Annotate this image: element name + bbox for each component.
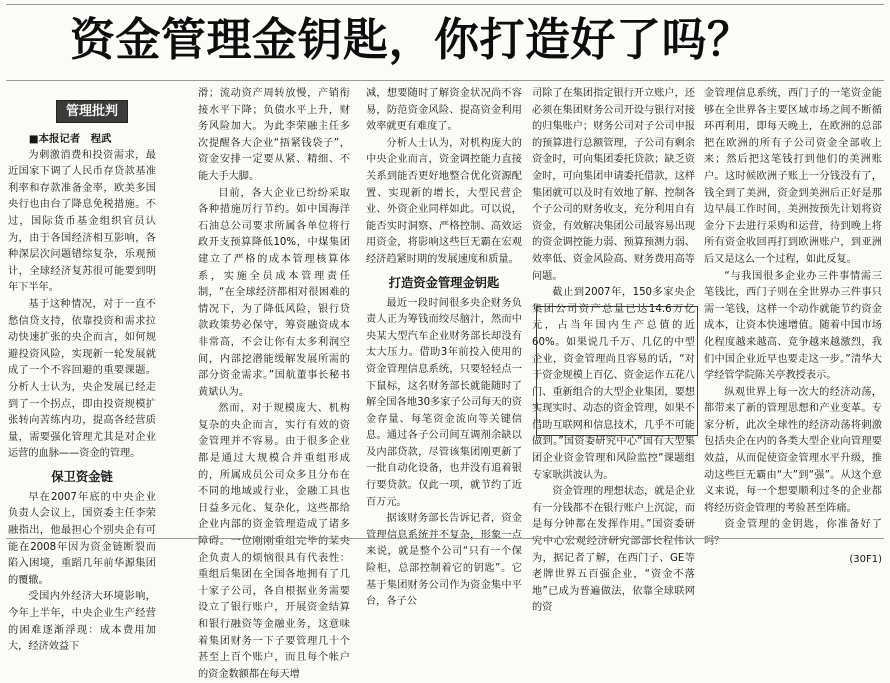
bottom-rule xyxy=(6,538,884,539)
paragraph: 据该财务部长告诉记者，资金管理信息系统并不复杂，形象一点来说，就是整个公司“只有一个保险柜，总部控制着它的钥匙”。它基于集团财务公司作为资金集中平台，各子公 xyxy=(366,513,522,608)
column-1 xyxy=(8,86,156,653)
paragraph: 分析人士认为，对机构庞大的中央企业而言，资金调控能力直接关系到能否更好地整合优化资源配置、实现新的增长，大型民营企业、外资企业同样如此。可以说，能否实时洞察、严格控制、高效运用资金，将影响这些巨无霸在宏观经济趋紧时期的发展速度和质量。 xyxy=(366,137,522,265)
paragraph: 截止到2007年，150多家央企集团公司资产总量已达14.6万亿元，占当年国内生产总值的近60%。如果说几千万、几亿的中型企业，资金管理尚且容易的话，“对于资金规模上百亿、资金运作五花八门、重新组合的大型企业集团，要想实现实时、动态的资金管理，如果不借助互联网和信息技术，几乎不可能做到。”国资委研究中心“国有大型集团企业资金管理和风险监控”课题组专家耿洪波认为。 xyxy=(532,287,695,481)
column-3 xyxy=(366,86,522,608)
paragraph: 早在2007年底的中央企业负责人会议上，国资委主任李荣融指出，他最担心个别央企有可能在2008年因为资金链断裂而陷入困境，重蹈几年前华源集团的覆辙。 xyxy=(8,491,156,586)
quote-box xyxy=(536,306,698,436)
section-heading: 保卫资金链 xyxy=(51,469,113,484)
headline: 资金管理金钥匙，你打造好了吗？ xyxy=(70,13,753,66)
byline: ■本报记者 程武 xyxy=(28,133,112,145)
paragraph: 减，想要随时了解资金状况尚不容易，防范资金风险、提高资金利用效率就更有难度了。 xyxy=(366,88,522,133)
paragraph: 司除了在集团指定银行开立账户，还必须在集团财务公司开设与银行对接的归集账户；财务公司对子公司申报的预算进行总额管理，子公司有剩余资金时，可向集团委托贷款；缺乏资金时，可向集团申请委托借款，这样集团就可以及时有效地了解、控制各个子公司的财务收支，充分利用自有资金，有效解决集团公司最容易出现的资金调控能力弱、预算预测力弱、效率低、资金风险高、财务费用高等问题。 xyxy=(532,88,695,282)
paragraph: 基于这种情况，对于一直不愁信贷支持，依靠投资和需求拉动快速扩张的央企而言，如何规避投资风险，实现新一轮发展就成了一个不容回避的重要课题。分析人士认为，央企发展已经走到了一个拐点，即由投资规模扩张转向苦练内功，提高各经营质量，需要强化管理尤其是对企业运营的血脉——资金的管理。 xyxy=(8,298,156,460)
section-rubric: 管理批判 xyxy=(56,100,128,123)
paragraph: 资金管理的金钥匙，你准备好了吗？ xyxy=(704,519,882,548)
paragraph: 目前，各大企业已纷纷采取各种措施厉行节约。如中国海洋石油总公司要求所属各单位将行政开支预算降低10%，中煤集团建立了严格的成本管理核算体系，实施全员成本管理责任制，“在全球经济都相对很困难的情况下，为了降低风险，银行贷款政策势必保守，筹资融资成本非常高，不会让你有太多利润空间，内部挖潜能缓解发展所需的部分资金需求。”国航董事长秘书黄斌认为。 xyxy=(198,187,350,398)
paragraph: 纵观世界上每一次大的经济动荡，都带来了新的管理思想和产业变革。专家分析，此次全球性的经济动荡将刺激包括央企在内的各类大型企业向管理要效益，从而促使资金管理水平升级，推动这些巨无霸由“大”到“强”。从这个意义来说，每一个想要顺利过冬的企业都将经历资金管理的考验甚至阵痛。 xyxy=(704,386,882,514)
column-5 xyxy=(704,86,882,565)
paragraph: 金管理信息系统，西门子的一笔资金能够在全世界各主要区域市场之间不断循环再利用，即每天晚上，在欧洲的总部把在欧洲的所有子公司资金全部收上来；然后把这笔钱打到他们的美洲账户。这时候欧洲子账上一分钱没有了，钱全到了美洲，资金到美洲后正好是那边早晨工作时间，美洲按预先计划将资金分下去进行采购和运营，待到晚上将所有资金收回再打到欧洲账户，到亚洲后又是这么一个过程，如此反复。 xyxy=(704,88,882,265)
paragraph: 为刺激消费和投资需求，最近国家下调了人民币存贷款基准利率和存款准备金率，欧美多国央行也由台了降息免税措施。不过，国际货币基金组织官员认为，由于各国经济相互影响，各种深层次问题错综复杂，乐观预计，全球经济复苏很可能要到明年下半年。 xyxy=(8,149,156,294)
column-2 xyxy=(198,86,350,680)
paragraph: “与我国很多企业办三件事情需三笔钱比，西门子则在全世界办三件事只需一笔钱，这样一个动作就能节约资金成本，让资本快速增值。随着中国市场化程度越来越高、竞争越来越激烈，我们中国企业近早也要走这一步。”清华大学经管学院陈关亭教授表示。 xyxy=(704,270,882,382)
paragraph: 资金管理的理想状态，就是企业有一分钱都不在银行账户上沉淀，而是每分钟都在发挥作用。”国资委研究中心宏观经济研究部部长程伟认为，据记者了解，在西门子、GE等老牌世界五百强企业，“资金不落地”已成为普遍做法，依靠全球联网的资 xyxy=(532,486,696,614)
top-rule xyxy=(6,4,884,5)
paragraph: 最近一段时间很多央企财务负责人正为筹钱而绞尽脑汁，然而中央某大型汽车企业财务部长却没有太大压力。借助3年前投入使用的资金管理信息系统，只要轻轻点一下鼠标，这名财务部长就能随时了解全国各地30多家子公司每天的资金存量、每笔资金流向等关键信息。通过各子公司间互调剂余缺以及内部贷款，尽管该集团刚更新了一批自动化设备，也并没有追着银行要贷款。仅此一项，就节约了近百万元。 xyxy=(366,297,522,508)
paragraph: 然而，对于规模庞大、机构复杂的央企而言，实行有效的资金管理并不容易。由于很多企业都是通过大规模合并重组形成的，所属成员公司众多且分布在不同的地域或行业，金融工具也日益多元化、复杂化，这些都给企业内部的资金管理造成了诸多障碍。一位刚刚重组完毕的某央企负责人的烦恼很具有代表性：重组后集团在全国各地拥有了几十家子公司，各自根据业务需要设立了银行账户，开展资金结算和银行融资等金融业务，这意味着集团财务一下子要管理几十个甚至上百个账户，而且每个帐户的资金数额都在每天增 xyxy=(198,403,350,680)
paragraph: 滑；流动资产周转放慢，产销衔接水平下降；负债水平上升，财务风险加大。为此李荣融主任多次提醒各大企业“捂紧钱袋子”，资金安排一定要从紧、精细、不能大手大脚。 xyxy=(198,88,350,182)
section-heading: 打造资金管理金钥匙 xyxy=(388,275,500,290)
paragraph: 受国内外经济大环境影响，今年上半年，中央企业生产经营的困难逐渐浮现：成本费用加大，经济效益下 xyxy=(8,591,156,653)
headline-rule xyxy=(6,80,884,81)
article-code: (30F1) xyxy=(849,553,882,565)
